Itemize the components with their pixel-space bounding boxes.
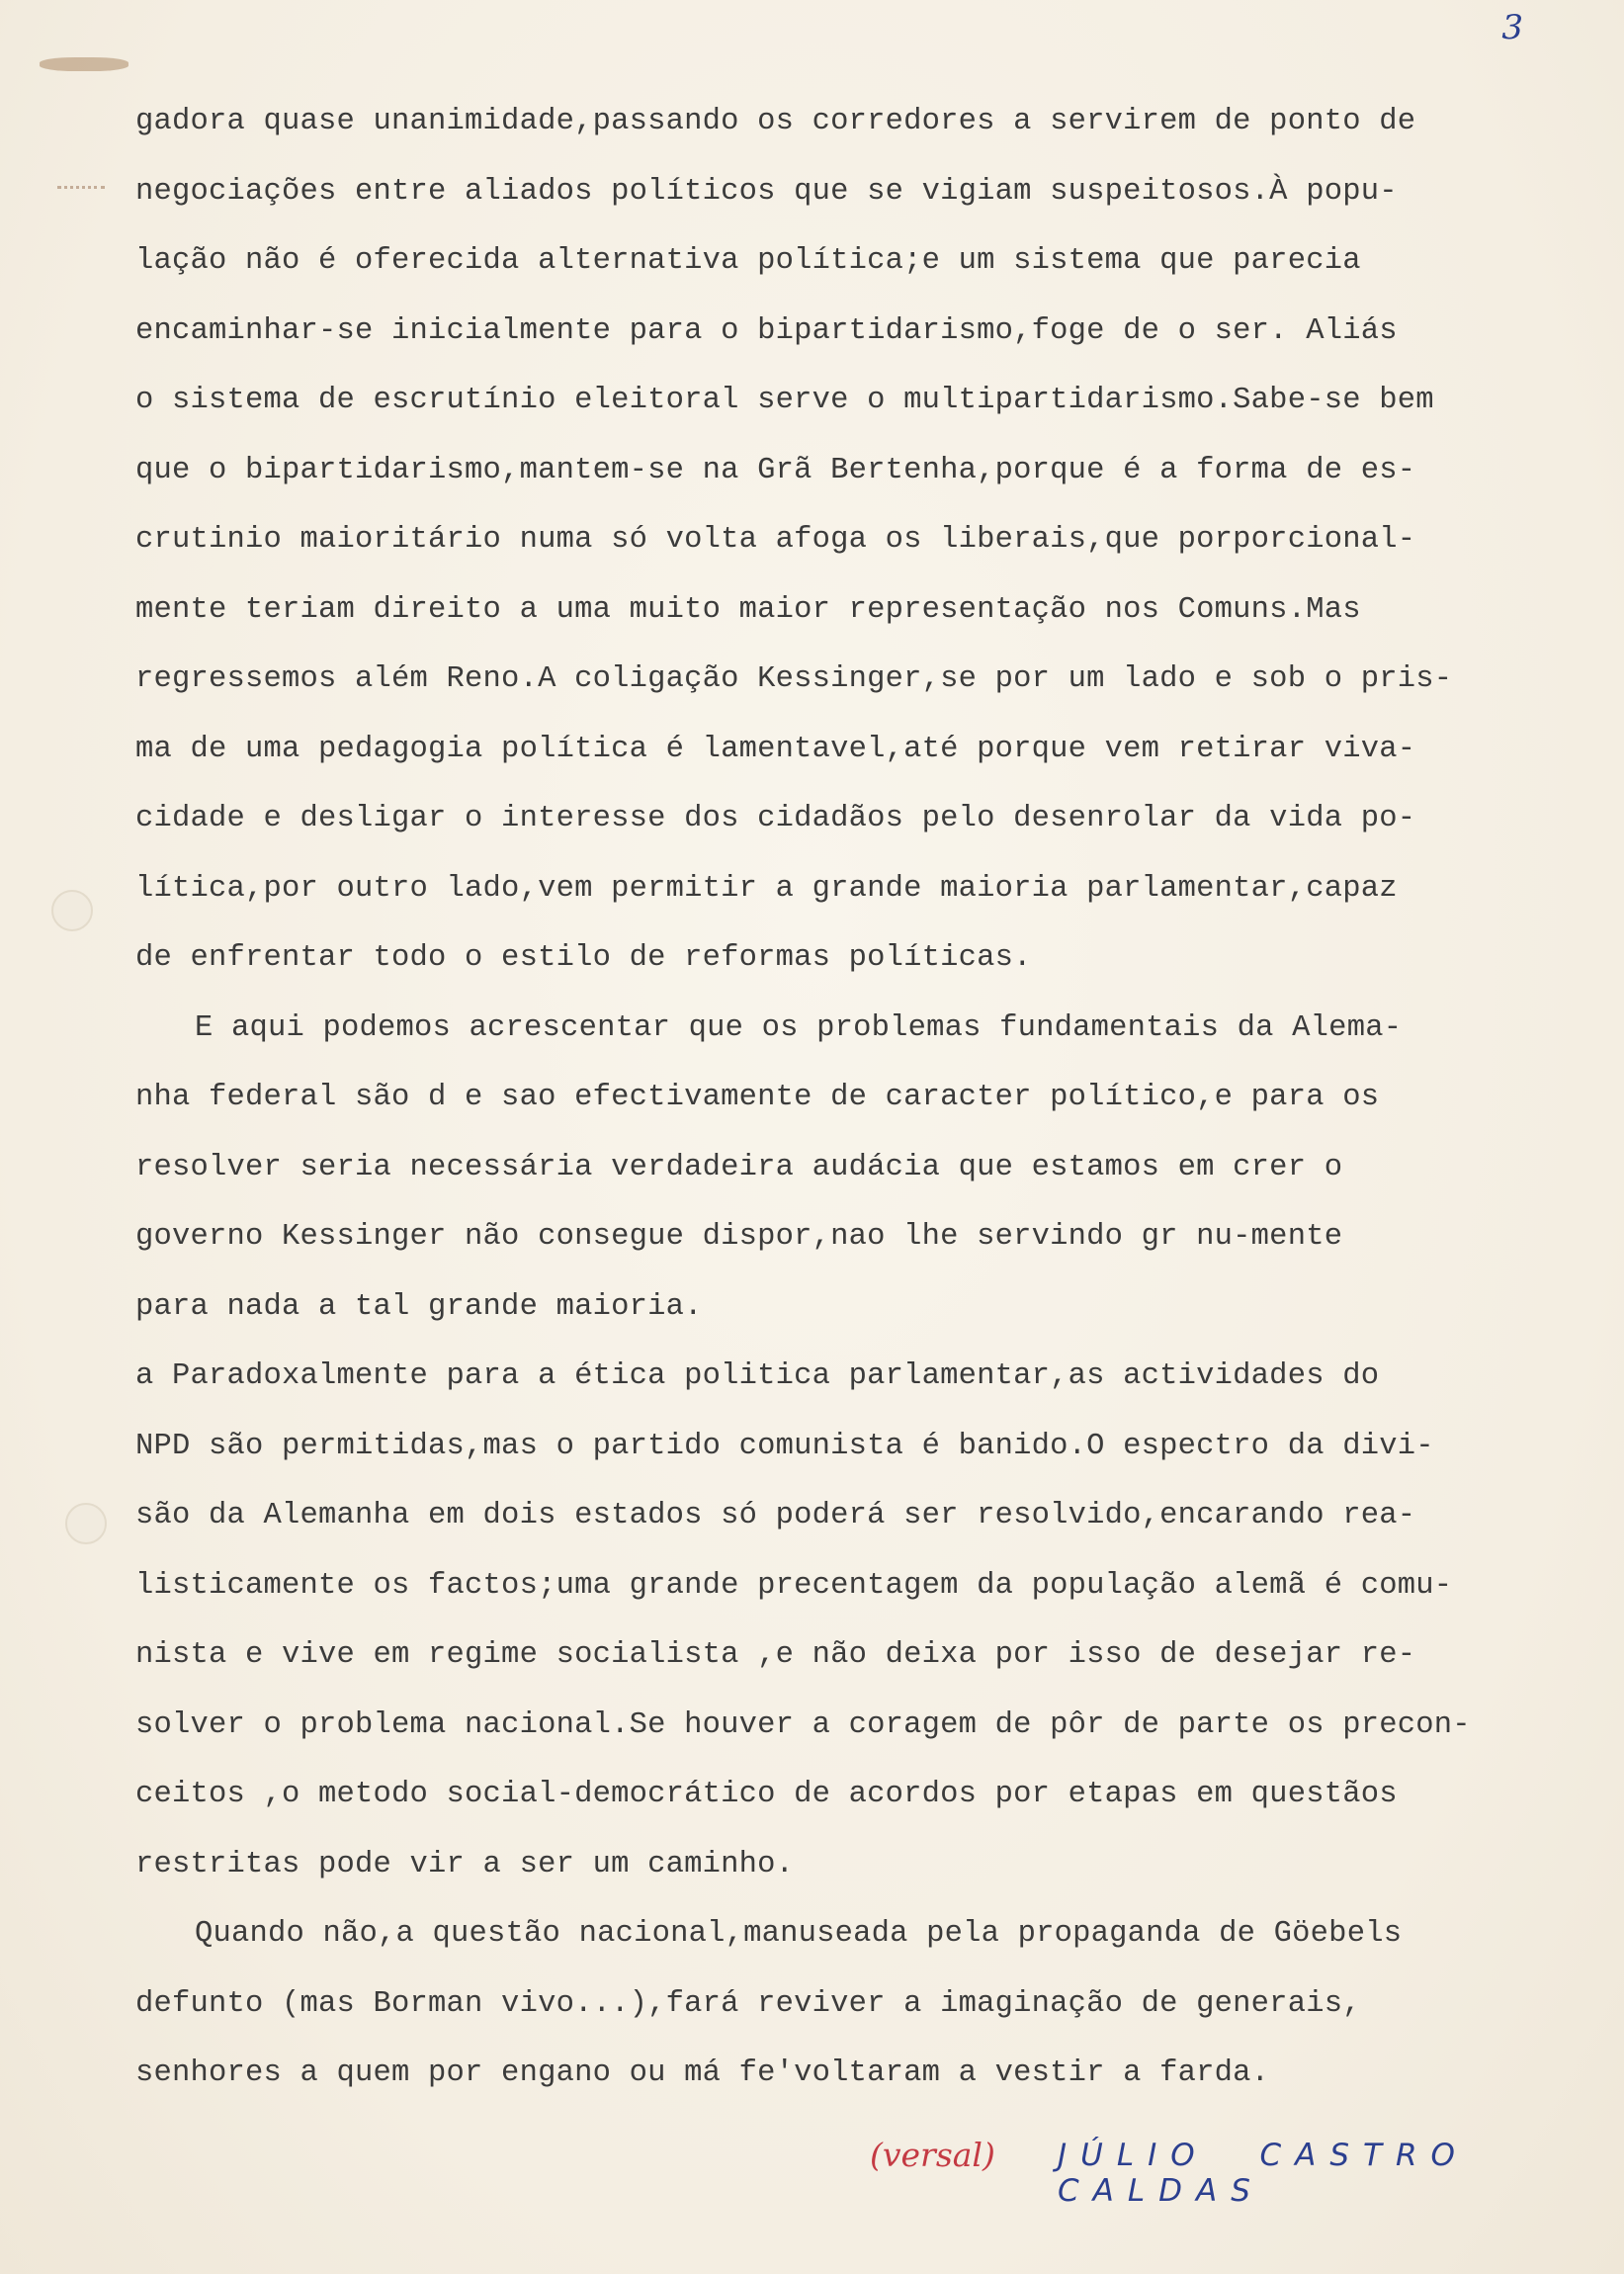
text-line: a Paradoxalmente para a ética politica parlamentar,as actividades do (135, 1359, 1380, 1393)
page-number: 3 (1501, 8, 1523, 47)
paragraph (135, 87, 1559, 994)
text-line: são da Alemanha em dois estados só poderá ser resolvido,encarando rea- (135, 1499, 1416, 1532)
paragraph (135, 1342, 1559, 1899)
signature-block (870, 2136, 1581, 2209)
paper-stain (40, 57, 128, 71)
text-line: lítica,por outro lado,vem permitir a grande maioria parlamentar,capaz (135, 871, 1398, 906)
punch-hole (51, 890, 93, 931)
paper-mark (57, 186, 105, 191)
text-line: negociações entre aliados políticos que se vigiam suspeitosos.À popu- (135, 174, 1398, 209)
punch-hole (65, 1503, 107, 1544)
paragraph (135, 994, 1559, 1343)
text-line: regressemos além Reno.A coligação Kessinger,se por um lado e sob o pris- (135, 662, 1453, 696)
text-line: restritas pode vir a ser um caminho. (135, 1847, 795, 1881)
text-line: mente teriam direito a uma muito maior representação nos Comuns.Mas (135, 592, 1361, 627)
text-line: E aqui podemos acrescentar que os problemas fundamentais da Alema- (195, 1010, 1403, 1045)
signature-note: (versal) (870, 2136, 995, 2174)
text-line: listicamente os factos;uma grande precentagem da população alemã é comu- (135, 1568, 1453, 1603)
text-line: lação não é oferecida alternativa política;e um sistema que parecia (135, 244, 1361, 278)
text-line: ma de uma pedagogia política é lamentavel,até porque vem retirar viva- (135, 732, 1416, 766)
paragraph (135, 1899, 1559, 2109)
text-line: defunto (mas Borman vivo...),fará reviver a imaginação de generais, (135, 1986, 1361, 2021)
text-line: senhores a quem por engano ou má fe'voltaram a vestir a farda. (135, 2056, 1270, 2090)
text-line: Quando não,a questão nacional,manuseada pela propaganda de Göebels (195, 1917, 1403, 1951)
text-line: crutinio maioritário numa só volta afoga os liberais,que porporcional- (135, 523, 1416, 557)
text-line: o sistema de escrutínio eleitoral serve o multipartidarismo.Sabe-se bem (135, 384, 1434, 417)
text-line: governo Kessinger não consegue dispor,nao lhe servindo gr nu-mente (135, 1220, 1343, 1254)
text-line: para nada a tal grande maioria. (135, 1289, 703, 1324)
text-line: que o bipartidarismo,mantem-se na Grã Bertenha,porque é a forma de es- (135, 453, 1416, 487)
text-line: solver o problema nacional.Se houver a coragem de pôr de parte os precon- (135, 1707, 1471, 1742)
author-name: JÚLIO CASTRO CALDAS (1058, 2138, 1469, 2209)
text-line: de enfrentar todo o estilo de reformas políticas. (135, 941, 1032, 975)
text-line: gadora quase unanimidade,passando os corredores a servirem de ponto de (135, 105, 1416, 138)
text-line: encaminhar-se inicialmente para o bipartidarismo,foge de o ser. Aliás (135, 313, 1398, 348)
text-line: nista e vive em regime socialista ,e não deixa por isso de desejar re- (135, 1638, 1416, 1672)
text-line: cidade e desligar o interesse dos cidadãos pelo desenrolar da vida po- (135, 802, 1416, 835)
document-body (135, 87, 1559, 2109)
text-line: NPD são permitidas,mas o partido comunista é banido.O espectro da divi- (135, 1429, 1434, 1463)
text-line: ceitos ,o metodo social-democrático de acordos por etapas em questãos (135, 1778, 1398, 1811)
text-line: resolver seria necessária verdadeira audácia que estamos em crer o (135, 1150, 1343, 1184)
text-line: nha federal são d e sao efectivamente de caracter político,e para os (135, 1081, 1380, 1114)
